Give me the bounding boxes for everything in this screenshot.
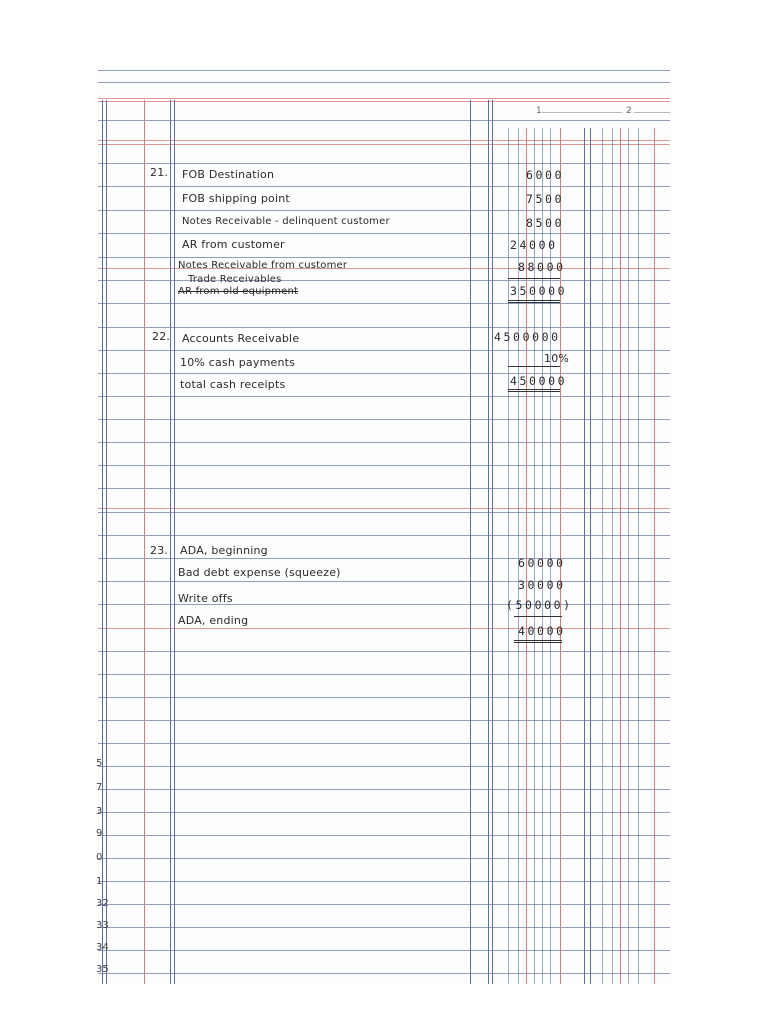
problem-number: 22. [152,330,171,343]
total-double-rule [514,640,562,641]
margin-line-number: 34 [96,942,109,953]
subtotal-rule [514,616,562,617]
line-label: Bad debt expense (squeeze) [178,566,341,579]
line-amount: 8500 [526,216,565,230]
margin-line-number: 5 [96,758,103,769]
line-label: ADA, ending [178,614,249,627]
margin-line-number: 1 [96,876,103,887]
line-label: FOB Destination [182,168,275,181]
line-amount: 60000 [518,556,566,570]
margin-line-number: 33 [96,920,109,931]
line-label: ADA, beginning [180,544,268,557]
total-amount: 350000 [510,284,568,298]
line-label: Write offs [178,592,233,605]
line-label: AR from old equipment [178,286,299,297]
line-amount: 4500000 [494,330,561,344]
line-amount: 24000 [510,238,558,252]
margin-line-number: 32 [96,898,109,909]
ledger-sheet [98,68,670,984]
total-double-rule [514,642,562,643]
margin-line-number: 35 [96,964,109,975]
line-amount: 7500 [526,192,565,206]
line-amount: 450000 [510,374,568,388]
total-double-rule [508,300,560,301]
margin-line-number: 0 [96,852,103,863]
line-amount: 30000 [518,578,566,592]
line-label: Notes Receivable - delinquent customer [182,216,390,227]
column-2-label: 2 [626,106,632,116]
line-amount: 40000 [518,624,566,638]
line-label: Trade Receivables [188,274,282,285]
line-label: FOB shipping point [182,192,290,205]
line-label: Accounts Receivable [182,332,300,345]
total-double-rule [508,389,560,390]
subtotal-rule [508,366,560,367]
margin-line-number: 9 [96,828,103,839]
line-label: AR from customer [182,238,285,251]
subtotal-rule [508,278,560,279]
line-label: Notes Receivable from customer [178,260,348,271]
total-double-rule [508,391,560,392]
line-label: 10% cash payments [180,356,296,369]
problem-number: 21. [150,166,169,179]
margin-line-number: 3 [96,806,103,817]
margin-line-number: 7 [96,782,103,793]
total-double-rule [508,302,560,303]
problem-number: 23. [150,544,169,557]
line-amount: 88000 [518,260,566,274]
line-amount: (50000) [506,598,573,612]
line-label: total cash receipts [180,378,286,391]
line-amount: 6000 [526,168,565,182]
line-amount: 10% [544,352,570,365]
column-1-label: 1 [536,106,542,116]
